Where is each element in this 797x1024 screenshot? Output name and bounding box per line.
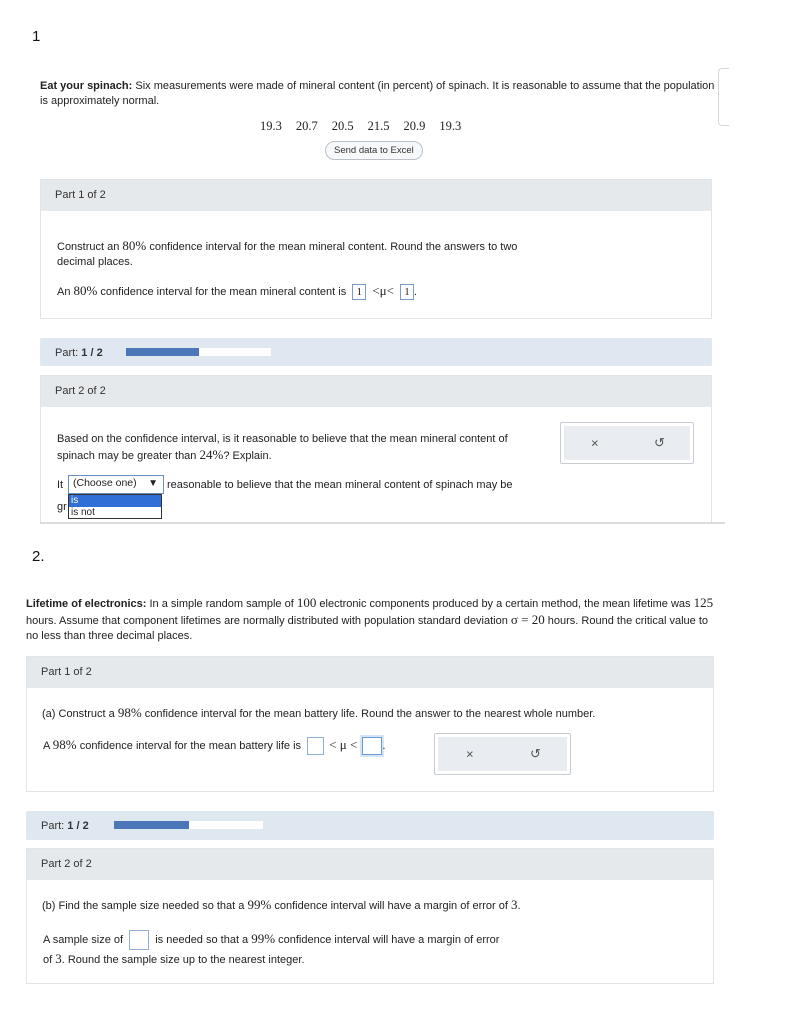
answer-text: is needed so that a (155, 933, 252, 946)
desc-text: hours. Round the critical value to no less than three decimal places. (26, 615, 708, 642)
confidence-level: 99% (247, 897, 272, 912)
confidence-level: 80% (73, 283, 98, 298)
data-value: 19.3 (260, 119, 282, 133)
q1-part2-answer-cont: gr (57, 501, 67, 513)
q1-data-values (260, 119, 475, 134)
instruction-text: Construct an (57, 241, 123, 253)
q1-progress-label (55, 347, 103, 359)
margin-of-error: 3 (510, 897, 518, 912)
data-value: 20.7 (295, 119, 318, 133)
instruction-text: (b) Find the sample size needed so that a (42, 900, 248, 912)
q2-part2-header: Part 2 of 2 (27, 849, 713, 880)
lower-bound-input[interactable] (307, 737, 324, 755)
q1-part2-question (57, 432, 547, 464)
mu-inequality: < μ < (329, 737, 358, 752)
sigma-value: σ = 20 (510, 612, 545, 627)
q2-part2-answer-line (43, 930, 499, 950)
question-number-2: 2. (32, 548, 45, 565)
q2-part1-answer-line: A 98% confidence interval for the mean battery life is < μ < . (43, 737, 385, 755)
q1-part1-answer-line: An 80% confidence interval for the mean mineral content is 1 <μ< 1 . (57, 283, 418, 299)
q2-title: Lifetime of electronics: (26, 598, 147, 610)
q2-description (26, 595, 716, 644)
q2-progress-fill (114, 821, 189, 829)
answer-text: confidence interval for the mean battery life is (76, 740, 302, 752)
answer-text: confidence interval will have a margin of error (275, 933, 500, 946)
tool-inner (438, 737, 567, 771)
desc-text: electronic components produced by a certain method, the mean lifetime was (316, 598, 694, 610)
confidence-level: 98% (117, 705, 142, 720)
answer-text: of (43, 954, 56, 966)
choose-one-dropdown[interactable] (68, 475, 164, 494)
q2-part1-panel (26, 656, 714, 792)
progress-value: 1 / 2 (67, 820, 89, 832)
upper-bound-input[interactable] (362, 737, 382, 755)
dropdown-selected: (Choose one) (73, 477, 137, 489)
sample-mean: 125 (693, 595, 714, 610)
instruction-text: . (517, 900, 521, 912)
chevron-down-icon: ▼ (148, 478, 158, 489)
answer-text: An (57, 286, 74, 298)
question-text: Based on the confidence interval, is it reasonable to believe that the mean mineral content of spinach may be greater than (57, 433, 508, 462)
q1-part2-header: Part 2 of 2 (41, 376, 711, 407)
threshold-percent: 24% (199, 447, 224, 462)
sample-n: 100 (296, 595, 317, 610)
close-icon[interactable]: × (591, 435, 599, 451)
q2-answer-tools (434, 733, 571, 775)
q1-part2-answer-prefix: It (57, 479, 64, 491)
instruction-text: confidence interval for the mean mineral content. Round the answers to two decimal places. (57, 241, 518, 268)
q1-part2-answer-suffix: reasonable to believe that the mean mineral content of spinach may be (167, 479, 513, 491)
q1-title: Eat your spinach: (40, 80, 133, 92)
q1-progress-track (126, 348, 271, 356)
instruction-text: confidence interval for the mean battery life. Round the answer to the nearest whole number. (141, 708, 596, 720)
q2-progress-track (114, 821, 263, 829)
mu-inequality: <μ< (372, 283, 394, 298)
q1-answer-tools (560, 422, 694, 464)
progress-label: Part: (55, 347, 79, 359)
dropdown-option-is-not[interactable]: is not (71, 507, 95, 518)
q2-part2-answer-line2 (43, 951, 305, 968)
dropdown-option-is[interactable]: is (69, 495, 161, 507)
question-text: ? Explain. (223, 450, 272, 462)
margin-of-error: 3 (55, 951, 62, 966)
confidence-level: 80% (122, 238, 147, 253)
q2-part2-instruction (42, 897, 521, 914)
instruction-text: (a) Construct a (42, 708, 118, 720)
instruction-text: confidence interval will have a margin of error of (271, 900, 511, 912)
data-value: 19.3 (439, 119, 462, 133)
undo-icon[interactable]: ↺ (654, 435, 665, 450)
q2-progress-label (41, 820, 89, 832)
side-scroll-tab[interactable] (718, 68, 729, 126)
progress-value: 1 / 2 (81, 347, 103, 359)
answer-text: . Round the sample size up to the nearest integer. (61, 954, 305, 966)
send-to-excel-button[interactable]: Send data to Excel (325, 141, 423, 160)
question-number-1: 1 (32, 28, 41, 45)
answer-text: confidence interval for the mean mineral content is (97, 286, 347, 298)
data-value: 20.5 (331, 119, 354, 133)
desc-text: In a simple random sample of (149, 598, 297, 610)
q1-part1-header: Part 1 of 2 (41, 180, 711, 211)
answer-text: A (43, 740, 53, 752)
q1-progress-fill (126, 348, 199, 356)
q1-description-text: Six measurements were made of mineral content (in percent) of spinach. It is reasonable to assume that the population is approximately normal. (40, 80, 715, 107)
answer-text: A sample size of (43, 933, 124, 946)
q2-part1-header: Part 1 of 2 (27, 657, 713, 688)
q2-part1-instruction (42, 705, 595, 722)
data-value: 20.9 (403, 119, 426, 133)
q1-part1-instruction (57, 238, 537, 270)
desc-text: hours. Assume that component lifetimes are normally distributed with population standard deviation (26, 615, 511, 627)
tool-inner (564, 426, 690, 460)
lower-bound-input[interactable]: 1 (352, 284, 366, 300)
upper-bound-input[interactable]: 1 (400, 284, 414, 300)
q1-description (40, 79, 720, 109)
data-value: 21.5 (367, 119, 390, 133)
undo-icon[interactable]: ↺ (530, 746, 541, 761)
close-icon[interactable]: × (466, 746, 474, 762)
dropdown-options-list (68, 494, 162, 519)
confidence-level: 99% (251, 930, 276, 946)
sample-size-input[interactable] (129, 930, 149, 950)
confidence-level: 98% (52, 737, 77, 752)
section-divider (40, 522, 725, 524)
progress-label: Part: (41, 820, 65, 832)
